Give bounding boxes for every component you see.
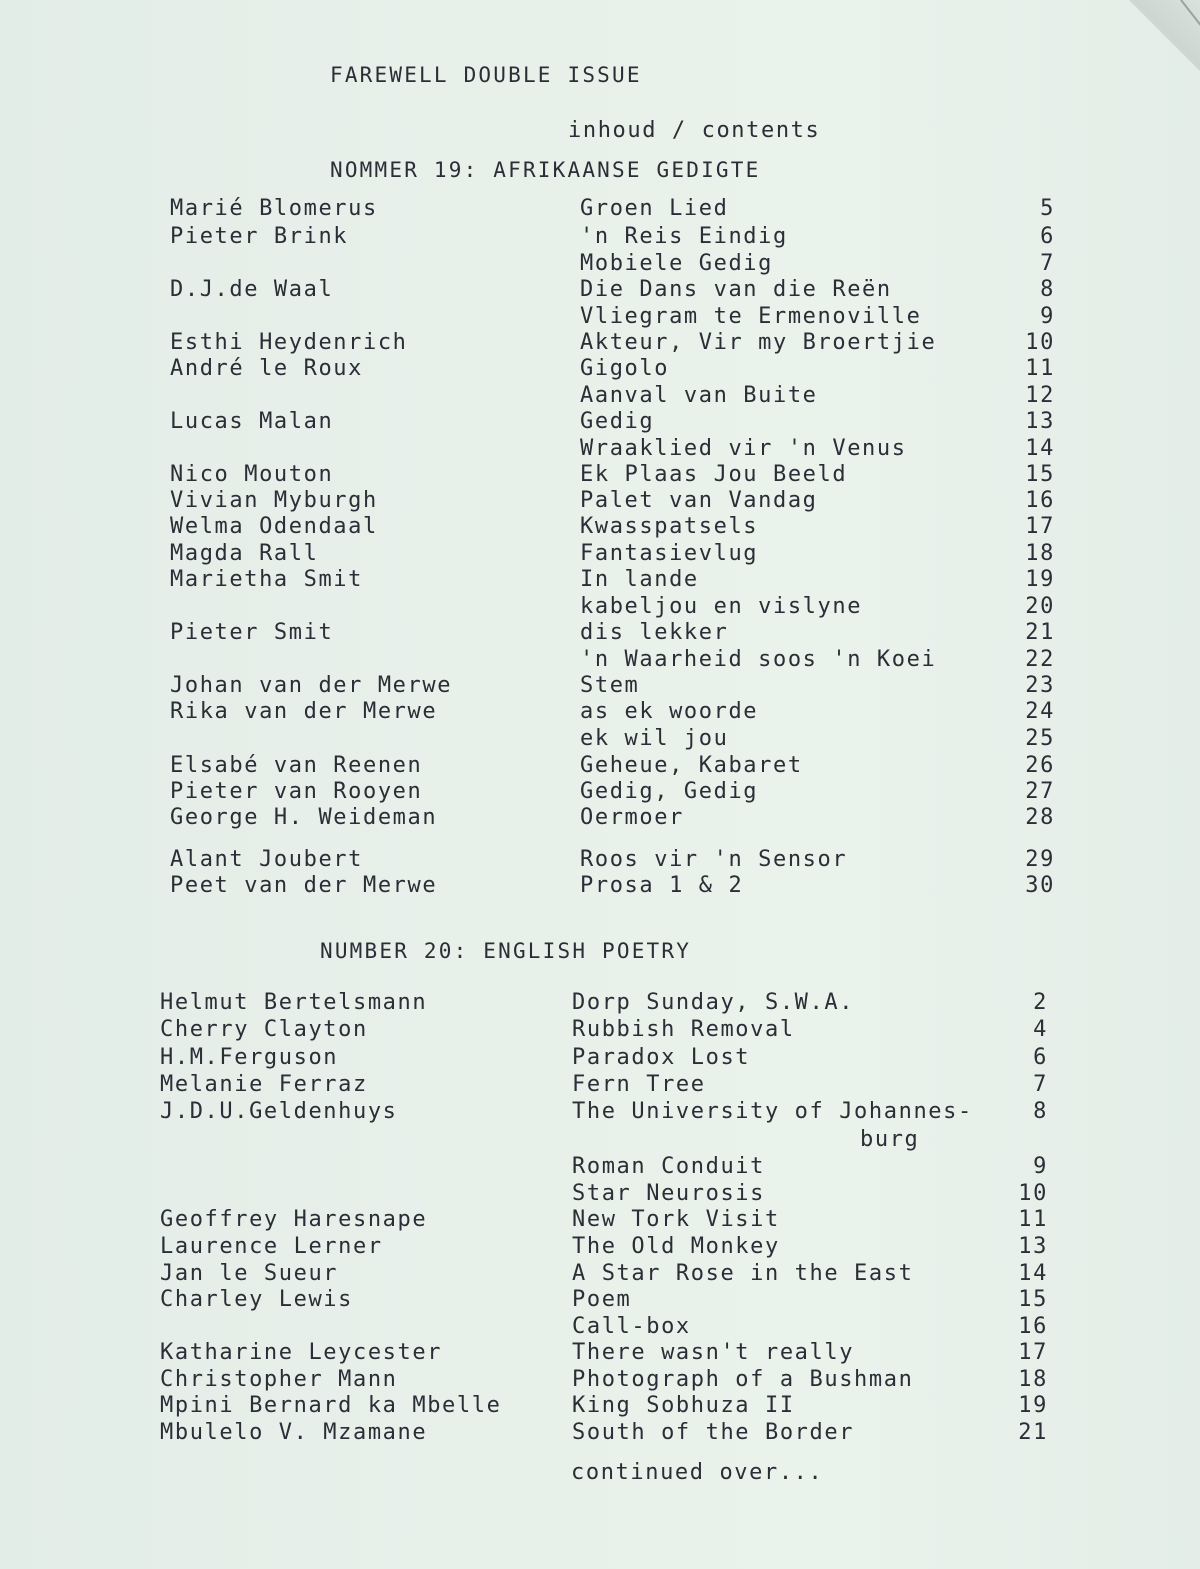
entry-page-number: 10: [1018, 1181, 1048, 1206]
entry-page-number: 2: [1033, 990, 1048, 1015]
entry-title: New Tork Visit: [572, 1207, 780, 1232]
entry-page-number: 27: [1025, 779, 1055, 804]
entry-title: Geheue, Kabaret: [580, 753, 803, 778]
entry-title: Prosa 1 & 2: [580, 873, 744, 898]
entry-page-number: 17: [1018, 1340, 1048, 1365]
entry-page-number: 4: [1033, 1017, 1048, 1042]
entry-author: Alant Joubert: [170, 847, 363, 872]
entry-title: Kwasspatsels: [580, 514, 759, 539]
entry-title: Groen Lied: [580, 196, 729, 221]
entry-author: Peet van der Merwe: [170, 873, 438, 898]
entry-page-number: 8: [1040, 277, 1055, 302]
entry-author: Mbulelo V. Mzamane: [160, 1420, 428, 1445]
entry-page-number: 19: [1025, 567, 1055, 592]
entry-author: Nico Mouton: [170, 462, 334, 487]
entry-title: Fantasievlug: [580, 541, 759, 566]
entry-title: dis lekker: [580, 620, 729, 645]
entry-title: Roos vir 'n Sensor: [580, 847, 848, 872]
entry-author: Cherry Clayton: [160, 1017, 368, 1042]
entry-author: Helmut Bertelsmann: [160, 990, 428, 1015]
issue-title: FAREWELL DOUBLE ISSUE: [330, 63, 642, 87]
entry-page-number: 30: [1025, 873, 1055, 898]
entry-author: Melanie Ferraz: [160, 1072, 368, 1097]
entry-title: 'n Reis Eindig: [580, 224, 788, 249]
entry-author: Marietha Smit: [170, 567, 363, 592]
entry-author: D.J.de Waal: [170, 277, 334, 302]
entry-page-number: 25: [1025, 726, 1055, 751]
entry-author: Elsabé van Reenen: [170, 753, 423, 778]
entry-title: Vliegram te Ermenoville: [580, 304, 922, 329]
entry-title: burg: [860, 1127, 920, 1152]
section-20-heading: NUMBER 20: ENGLISH POETRY: [320, 939, 692, 963]
entry-page-number: 5: [1040, 196, 1055, 221]
page-corner-curl: [1110, 0, 1200, 110]
entry-author: André le Roux: [170, 356, 363, 381]
entry-page-number: 7: [1040, 251, 1055, 276]
entry-title: kabeljou en vislyne: [580, 594, 863, 619]
entry-title: There wasn't really: [572, 1340, 855, 1365]
entry-page-number: 21: [1025, 620, 1055, 645]
entry-page-number: 18: [1018, 1367, 1048, 1392]
entry-page-number: 21: [1018, 1420, 1048, 1445]
entry-page-number: 14: [1025, 436, 1055, 461]
entry-page-number: 10: [1025, 330, 1055, 355]
entry-author: Esthi Heydenrich: [170, 330, 408, 355]
entry-author: Katharine Leycester: [160, 1340, 443, 1365]
entry-title: as ek woorde: [580, 699, 759, 724]
entry-page-number: 18: [1025, 541, 1055, 566]
entry-page-number: 24: [1025, 699, 1055, 724]
entry-page-number: 16: [1018, 1314, 1048, 1339]
entry-title: Stem: [580, 673, 640, 698]
entry-title: Gedig, Gedig: [580, 779, 759, 804]
entry-author: Mpini Bernard ka Mbelle: [160, 1393, 502, 1418]
entry-page-number: 6: [1040, 224, 1055, 249]
entry-title: In lande: [580, 567, 699, 592]
entry-title: Wraaklied vir 'n Venus: [580, 436, 907, 461]
continued-note: continued over...: [571, 1460, 824, 1485]
entry-page-number: 15: [1025, 462, 1055, 487]
entry-author: Laurence Lerner: [160, 1234, 383, 1259]
entry-author: J.D.U.Geldenhuys: [160, 1099, 398, 1124]
contents-heading: inhoud / contents: [568, 118, 821, 143]
entry-page-number: 14: [1018, 1261, 1048, 1286]
entry-title: Ek Plaas Jou Beeld: [580, 462, 848, 487]
entry-author: Geoffrey Haresnape: [160, 1207, 428, 1232]
entry-title: The Old Monkey: [572, 1234, 780, 1259]
entry-author: Johan van der Merwe: [170, 673, 453, 698]
entry-title: Aanval van Buite: [580, 383, 818, 408]
entry-page-number: 26: [1025, 753, 1055, 778]
entry-title: Gigolo: [580, 356, 670, 381]
entry-page-number: 11: [1025, 356, 1055, 381]
entry-author: Pieter van Rooyen: [170, 779, 423, 804]
entry-title: Roman Conduit: [572, 1154, 765, 1179]
entry-title: Akteur, Vir my Broertjie: [580, 330, 937, 355]
entry-page-number: 16: [1025, 488, 1055, 513]
entry-author: Marié Blomerus: [170, 196, 378, 221]
entry-author: Rika van der Merwe: [170, 699, 438, 724]
entry-title: Call-box: [572, 1314, 691, 1339]
entry-page-number: 17: [1025, 514, 1055, 539]
entry-page-number: 9: [1040, 304, 1055, 329]
entry-author: George H. Weideman: [170, 805, 438, 830]
entry-page-number: 11: [1018, 1207, 1048, 1232]
entry-title: A Star Rose in the East: [572, 1261, 914, 1286]
entry-page-number: 29: [1025, 847, 1055, 872]
entry-title: ek wil jou: [580, 726, 729, 751]
entry-page-number: 9: [1033, 1154, 1048, 1179]
entry-page-number: 13: [1018, 1234, 1048, 1259]
entry-title: The University of Johannes-: [572, 1099, 973, 1124]
entry-title: Gedig: [580, 409, 655, 434]
entry-author: Magda Rall: [170, 541, 319, 566]
entry-author: Pieter Brink: [170, 224, 349, 249]
entry-title: Rubbish Removal: [572, 1017, 795, 1042]
entry-title: Paradox Lost: [572, 1045, 751, 1070]
entry-page-number: 12: [1025, 383, 1055, 408]
entry-page-number: 19: [1018, 1393, 1048, 1418]
entry-title: 'n Waarheid soos 'n Koei: [580, 647, 937, 672]
entry-page-number: 28: [1025, 805, 1055, 830]
entry-page-number: 7: [1033, 1072, 1048, 1097]
entry-author: H.M.Ferguson: [160, 1045, 339, 1070]
entry-author: Vivian Myburgh: [170, 488, 378, 513]
entry-author: Jan le Sueur: [160, 1261, 339, 1286]
entry-title: King Sobhuza II: [572, 1393, 795, 1418]
entry-title: Mobiele Gedig: [580, 251, 773, 276]
entry-page-number: 6: [1033, 1045, 1048, 1070]
entry-title: Fern Tree: [572, 1072, 706, 1097]
entry-author: Charley Lewis: [160, 1287, 353, 1312]
entry-author: Christopher Mann: [160, 1367, 398, 1392]
entry-title: Oermoer: [580, 805, 684, 830]
entry-page-number: 13: [1025, 409, 1055, 434]
section-19-heading: NOMMER 19: AFRIKAANSE GEDIGTE: [330, 158, 761, 182]
entry-author: Welma Odendaal: [170, 514, 378, 539]
entry-title: South of the Border: [572, 1420, 855, 1445]
entry-title: Photograph of a Bushman: [572, 1367, 914, 1392]
entry-page-number: 15: [1018, 1287, 1048, 1312]
entry-title: Poem: [572, 1287, 632, 1312]
entry-title: Die Dans van die Reën: [580, 277, 892, 302]
entry-author: Lucas Malan: [170, 409, 334, 434]
entry-title: Palet van Vandag: [580, 488, 818, 513]
entry-title: Star Neurosis: [572, 1181, 765, 1206]
entry-title: Dorp Sunday, S.W.A.: [572, 990, 855, 1015]
entry-page-number: 23: [1025, 673, 1055, 698]
entry-page-number: 22: [1025, 647, 1055, 672]
entry-page-number: 20: [1025, 594, 1055, 619]
entry-page-number: 8: [1033, 1099, 1048, 1124]
entry-author: Pieter Smit: [170, 620, 334, 645]
